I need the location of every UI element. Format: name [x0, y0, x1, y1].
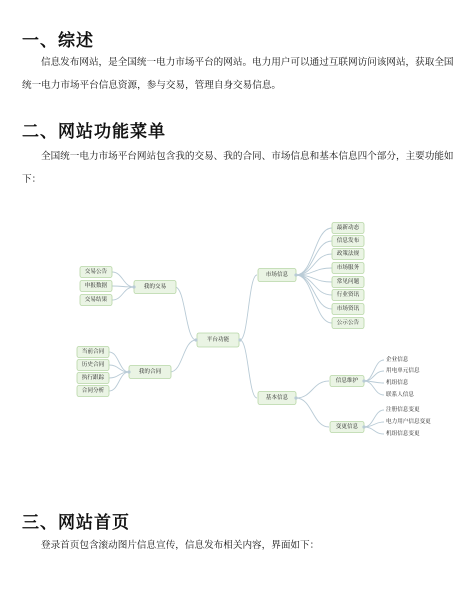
mindmap-leaf-node [332, 290, 364, 301]
mindmap-root-node [197, 333, 239, 347]
section-2-paragraph: 全国统一电力市场平台网站包含我的交易、我的合同、市场信息和基本信息四个部分，主要功能如下： [22, 151, 454, 185]
svg-text:行业资讯: 行业资讯 [336, 292, 360, 298]
mindmap-leaf-node [332, 277, 364, 288]
mindmap-subbranch-node [330, 376, 364, 387]
svg-text:申报数据: 申报数据 [84, 283, 108, 289]
mindmap-branch-node [258, 392, 296, 405]
svg-text:用电单元信息: 用电单元信息 [386, 368, 420, 374]
mindmap-leaf-node [80, 295, 112, 306]
svg-text:机组信息变更: 机组信息变更 [386, 431, 420, 437]
mindmap-leaf-text [386, 366, 420, 374]
svg-text:注册信息变更: 注册信息变更 [386, 407, 420, 413]
svg-text:公示公告: 公示公告 [336, 320, 360, 326]
svg-text:电力用户信息变更: 电力用户信息变更 [386, 419, 431, 425]
mindmap-leaf-node [332, 304, 364, 315]
section-3-paragraph: 登录首页包含滚动图片信息宣传，信息发布相关内容，界面如下： [41, 540, 320, 551]
svg-text:我的合同: 我的合同 [138, 369, 162, 375]
mindmap-leaf-node [80, 267, 112, 278]
svg-text:基本信息: 基本信息 [265, 395, 289, 401]
svg-text:平台功能: 平台功能 [206, 337, 230, 343]
svg-text:交易公告: 交易公告 [84, 269, 108, 275]
section-3-heading: 三、网站首页 [22, 513, 130, 533]
svg-text:市场信息: 市场信息 [265, 272, 289, 278]
mindmap-leaf-text [386, 405, 420, 413]
mindmap-subbranch-node [330, 422, 364, 433]
svg-text:联系人信息: 联系人信息 [386, 392, 414, 398]
svg-text:市场资讯: 市场资讯 [336, 306, 360, 312]
mindmap-leaf-node [332, 236, 364, 247]
mindmap-leaf-text [386, 355, 409, 363]
mindmap-leaf-text [386, 378, 409, 386]
mindmap-leaf-node [77, 347, 109, 358]
mindmap-leaf-node [332, 318, 364, 329]
mindmap-leaf-text [386, 390, 414, 398]
svg-text:交易结果: 交易结果 [84, 297, 108, 303]
mindmap-leaf-node [332, 223, 364, 234]
mindmap-leaf-node [77, 386, 109, 397]
svg-text:常见问题: 常见问题 [336, 279, 360, 285]
svg-text:变更信息: 变更信息 [335, 424, 359, 430]
mindmap-leaf-node [77, 373, 109, 384]
section-1-heading: 一、综述 [22, 31, 94, 51]
svg-text:最新动态: 最新动态 [336, 225, 360, 231]
svg-text:合同分析: 合同分析 [81, 388, 105, 394]
svg-text:信息维护: 信息维护 [335, 378, 359, 384]
mindmap-leaf-node [332, 263, 364, 274]
mindmap-leaf-node [332, 249, 364, 260]
svg-text:当前合同: 当前合同 [81, 349, 105, 355]
mindmap-leaf-node [77, 360, 109, 371]
svg-text:执行跟踪: 执行跟踪 [81, 375, 105, 381]
svg-text:市场服务: 市场服务 [336, 265, 360, 271]
svg-text:政策法规: 政策法规 [336, 251, 360, 257]
svg-text:企业信息: 企业信息 [386, 357, 409, 363]
section-1-paragraph: 信息发布网站，是全国统一电力市场平台的网站。电力用户可以通过互联网访问该网站，获取全国统一电力市场平台信息资源，参与交易，管理自身交易信息。 [22, 57, 454, 91]
mindmap-leaf-node [80, 281, 112, 292]
section-2-heading: 二、网站功能菜单 [22, 122, 166, 142]
svg-text:信息发布: 信息发布 [336, 238, 360, 244]
mindmap-branch-node [258, 269, 296, 282]
svg-text:我的交易: 我的交易 [143, 284, 167, 290]
mindmap-branch-node [134, 281, 176, 294]
svg-text:历史合同: 历史合同 [81, 362, 105, 368]
svg-text:机组信息: 机组信息 [386, 380, 409, 386]
mindmap-leaf-text [386, 429, 420, 437]
mindmap-branch-node [129, 366, 171, 379]
mindmap-leaf-text [386, 417, 431, 425]
